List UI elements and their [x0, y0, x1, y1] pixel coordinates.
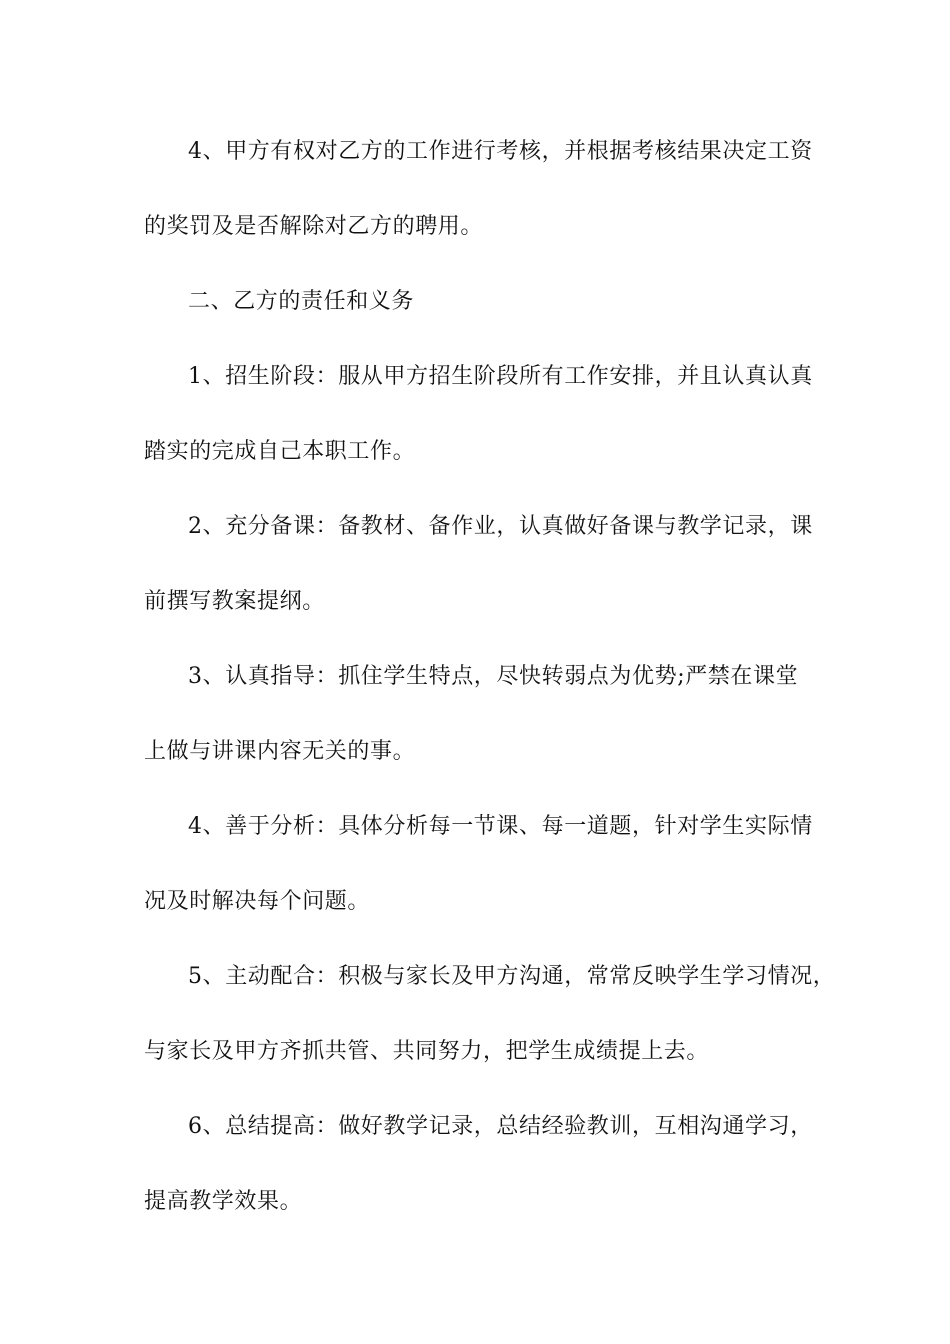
- document-body: [144, 133, 836, 1258]
- duty-3-line-1: 3、认真指导：抓住学生特点，尽快转弱点为优势;严禁在课堂: [188, 664, 799, 689]
- clause-4-line-2: 的奖罚及是否解除对乙方的聘用。: [144, 214, 484, 239]
- clause-4-line-1: 4、甲方有权对乙方的工作进行考核，并根据考核结果决定工资: [188, 139, 813, 164]
- duty-5-line-2: 与家长及甲方齐抓共管、共同努力，把学生成绩提上去。: [144, 1039, 710, 1064]
- duty-2-line-1: 2、充分备课：备教材、备作业，认真做好备课与教学记录，课: [188, 514, 813, 539]
- duty-6-line-1: 6、总结提高：做好教学记录，总结经验教训，互相沟通学习，: [188, 1114, 813, 1139]
- duty-1-line-1: 1、招生阶段：服从甲方招生阶段所有工作安排，并且认真认真: [188, 364, 813, 389]
- duty-6-line-2: 提高教学效果。: [144, 1189, 303, 1214]
- duty-4-line-1: 4、善于分析：具体分析每一节课、每一道题，针对学生实际情: [188, 814, 813, 839]
- duty-3-line-2: 上做与讲课内容无关的事。: [144, 739, 416, 764]
- duty-5-line-1: 5、主动配合：积极与家长及甲方沟通，常常反映学生学习情况，: [188, 964, 836, 989]
- duty-1-line-2: 踏实的完成自己本职工作。: [144, 439, 416, 464]
- section-heading: 二、乙方的责任和义务: [188, 289, 415, 314]
- duty-4-line-2: 况及时解决每个问题。: [144, 889, 371, 914]
- duty-2-line-2: 前撰写教案提纲。: [144, 589, 325, 614]
